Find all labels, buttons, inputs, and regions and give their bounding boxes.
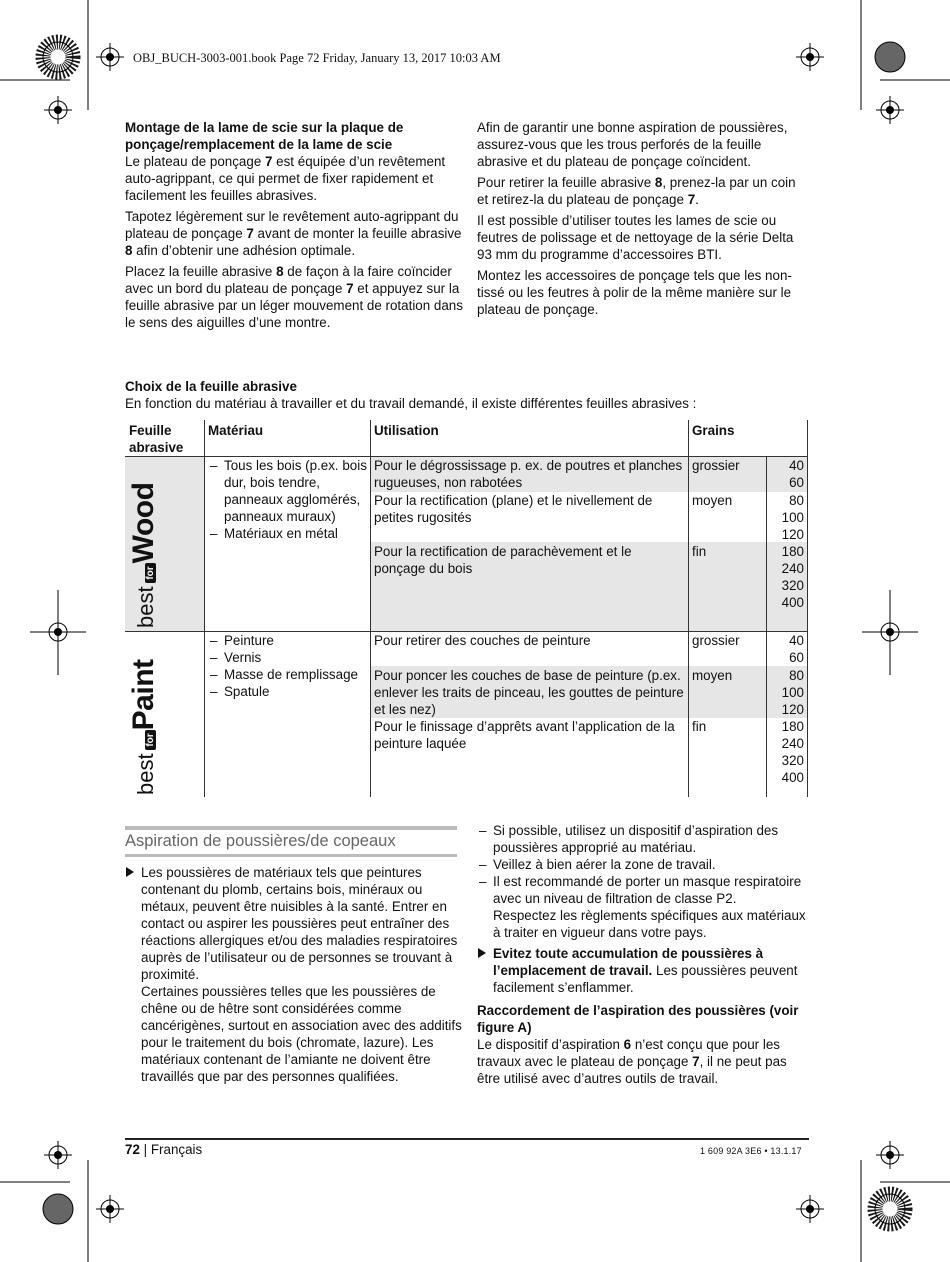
wood-grains-3: 180 240 320 400 bbox=[781, 544, 804, 610]
warning-triangle-icon bbox=[478, 948, 486, 958]
paint-grains-1: 40 60 bbox=[789, 633, 804, 665]
paint-materials bbox=[208, 632, 370, 700]
paint-use-2: Pour poncer les couches de base de peinture (p.ex. enlever les traits de pinceau, les gouttes de peinture et les nez) bbox=[374, 668, 684, 717]
wood-grains-2: 80 100 120 bbox=[781, 493, 804, 542]
header-grains: Grains bbox=[692, 423, 735, 438]
aspiration-info bbox=[477, 119, 810, 322]
paint-grains-3: 180 240 320 400 bbox=[781, 719, 804, 785]
dust-dash-2: – Veillez à bien aérer la zone de travail. bbox=[477, 856, 810, 873]
right-p3: Il est possible d’utiliser toutes les lames de scie ou feutres de polissage et de nettoyage de la série Delta 93 mm du programme d’accessoires BTI. bbox=[477, 213, 794, 262]
wood-use-1: Pour le dégrossissage p. ex. de poutres et planches rugueuses, non rabotées bbox=[374, 458, 683, 490]
paint-material-4: – Spatule bbox=[208, 683, 370, 700]
paint-grade-1: grossier bbox=[692, 633, 740, 648]
dust-bullet-2: Evitez toute accumulation de poussières à l’emplacement de travail. Les poussières peuvent facilement s’enflammer. bbox=[477, 945, 810, 996]
book-header: OBJ_BUCH-3003-001.book Page 72 Friday, January 13, 2017 10:03 AM bbox=[133, 51, 501, 65]
paint-material-3: – Masse de remplissage bbox=[208, 666, 370, 683]
choice-heading: Choix de la feuille abrasive bbox=[125, 379, 297, 394]
paint-material-2: – Vernis bbox=[208, 649, 370, 666]
dust-regulations: Respectez les règlements spécifiques aux matériaux à traiter en vigueur dans votre pays. bbox=[493, 908, 806, 940]
dust-section-title: Aspiration de poussières/de copeaux bbox=[125, 826, 457, 857]
wood-grains-1: 40 60 bbox=[789, 458, 804, 490]
abrasive-table bbox=[125, 420, 808, 797]
wood-grade-3: fin bbox=[692, 544, 707, 559]
dust-dash-1: – Si possible, utilisez un dispositif d’aspiration des poussières approprié au matériau. bbox=[477, 822, 810, 856]
wood-use-3: Pour la rectification de parachèvement et le ponçage du bois bbox=[374, 544, 632, 576]
right-p2: Pour retirer la feuille abrasive 8, prenez-la par un coin et retirez-la du plateau de ponçage 7. bbox=[477, 175, 796, 207]
footer-code: 1 609 92A 3E6 • 13.1.17 bbox=[700, 1146, 802, 1156]
dust-measures bbox=[477, 822, 810, 1091]
wood-grade-1: grossier bbox=[692, 458, 740, 473]
header-material: Matériau bbox=[208, 423, 264, 438]
choice-section bbox=[125, 378, 815, 412]
paint-grade-3: fin bbox=[692, 719, 707, 734]
paint-material-1: – Peinture bbox=[208, 632, 370, 649]
connect-heading: Raccordement de l’aspiration des poussières (voir figure A) bbox=[477, 1003, 799, 1035]
connect-text: Le dispositif d’aspiration 6 n’est conçu que pour les travaux avec le plateau de ponçage 7, il ne peut pas être utilisé avec d’autres outils de travail. bbox=[477, 1037, 787, 1086]
dust-bullet-1: Les poussières de matériaux tels que peintures contenant du plomb, certains bois, minéraux ou métaux, peuvent être nuisibles à la santé. Entrer en contact ou aspirer les poussières peut entraîner des réactions allergiques et/ou des maladies respiratoires auprès de l’utilisateur ou de personnes se trouvant à proximité. Certaines poussières telles que les poussières de chêne ou de hêtre sont considérées comme cancérigènes, surtout en association avec des additifs pour le traitement du bois (chromate, lazure). Les matériaux contenant de l’amiante ne doivent être travaillés que par des personnes qualifiées. bbox=[125, 864, 463, 1085]
dust-warning bbox=[125, 864, 463, 1085]
wood-material-1: – Tous les bois (p.ex. bois dur, bois tendre, panneaux agglomérés, panneaux muraux) bbox=[208, 457, 368, 525]
header-use: Utilisation bbox=[374, 423, 439, 438]
footer-page: 72 | Français bbox=[125, 1142, 203, 1157]
best-for-paint-logo: best forPaint bbox=[127, 659, 160, 795]
wood-grade-2: moyen bbox=[692, 493, 733, 508]
wood-materials bbox=[208, 457, 368, 542]
warning-triangle-icon bbox=[126, 867, 134, 877]
mounting-section bbox=[125, 119, 463, 335]
footer-rule bbox=[125, 1138, 809, 1140]
header-sheet: Feuille abrasive bbox=[129, 423, 184, 455]
choice-intro: En fonction du matériau à travailler et du travail demandé, il existe différentes feuilles abrasives : bbox=[125, 396, 697, 411]
mounting-p3: Placez la feuille abrasive 8 de façon à la faire coïncider avec un bord du plateau de ponçage 7 et appuyez sur la feuille abrasive par un léger mouvement de rotation dans le sens des aiguilles d’une montre. bbox=[125, 264, 463, 330]
mounting-p1: Le plateau de ponçage 7 est équipée d’un revêtement auto-agrippant, ce qui permet de fixer rapidement et facilement les feuilles abrasives. bbox=[125, 154, 446, 203]
wood-material-2: – Matériaux en métal bbox=[208, 525, 368, 542]
paint-grains-2: 80 100 120 bbox=[781, 668, 804, 717]
mounting-heading: Montage de la lame de scie sur la plaque de ponçage/remplacement de la lame de scie bbox=[125, 120, 404, 152]
mounting-p2: Tapotez légèrement sur le revêtement auto-agrippant du plateau de ponçage 7 avant de monter la feuille abrasive 8 afin d’obtenir une adhésion optimale. bbox=[125, 209, 462, 258]
dust-dash-3: – Il est recommandé de porter un masque respiratoire avec un niveau de filtration de classe P2. bbox=[477, 873, 810, 907]
paint-use-3: Pour le finissage d’apprêts avant l’application de la peinture laquée bbox=[374, 719, 675, 751]
best-for-wood-logo: best forWood bbox=[127, 482, 160, 628]
wood-use-2: Pour la rectification (plane) et le nivellement de petites rugosités bbox=[374, 493, 653, 525]
paint-grade-2: moyen bbox=[692, 668, 733, 683]
right-p4: Montez les accessoires de ponçage tels que les non-tissé ou les feutres à polir de la même manière sur le plateau de ponçage. bbox=[477, 268, 792, 317]
paint-use-1: Pour retirer des couches de peinture bbox=[374, 633, 591, 648]
right-p1: Afin de garantir une bonne aspiration de poussières, assurez-vous que les trous perforés de la feuille abrasive et du plateau de ponçage coïncident. bbox=[477, 120, 788, 169]
